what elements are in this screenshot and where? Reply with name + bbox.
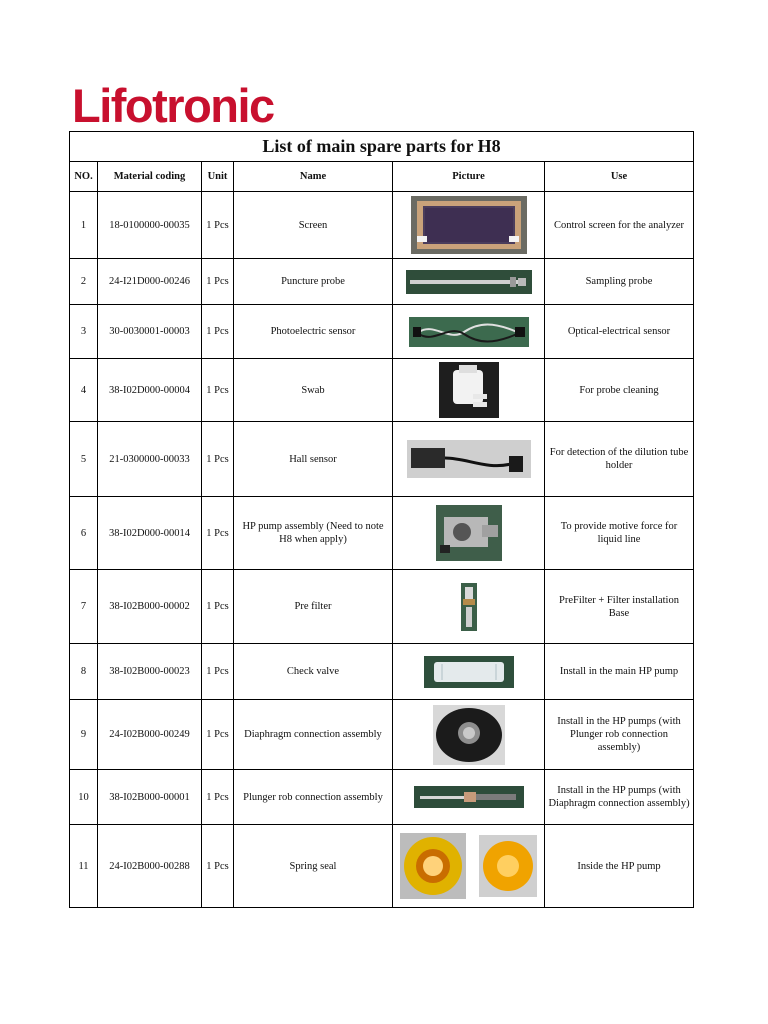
row-use: Control screen for the analyzer: [545, 192, 694, 259]
table-row: [70, 570, 694, 644]
row-material-code: 18-0100000-00035: [98, 192, 202, 259]
row-no: 6: [70, 497, 98, 570]
table-row: [70, 825, 694, 908]
table-title: List of main spare parts for H8: [70, 132, 694, 162]
row-unit: 1 Pcs: [202, 497, 234, 570]
company-logo: Lifotronic: [72, 79, 274, 132]
row-no: 8: [70, 644, 98, 700]
row-material-code: 38-I02D000-00014: [98, 497, 202, 570]
row-use: Sampling probe: [545, 259, 694, 305]
row-unit: 1 Pcs: [202, 700, 234, 770]
plunger-photo-icon: [414, 786, 524, 808]
sensor-cable-photo-icon: [409, 317, 529, 347]
row-picture: [393, 497, 545, 570]
row-material-code: 38-I02B000-00001: [98, 770, 202, 825]
row-use: Install in the HP pumps (with Plunger rob connection assembly): [545, 700, 694, 770]
row-material-code: 24-I02B000-00288: [98, 825, 202, 908]
row-use: Optical-electrical sensor: [545, 305, 694, 359]
row-name: HP pump assembly (Need to note H8 when apply): [234, 497, 393, 570]
row-material-code: 21-0300000-00033: [98, 422, 202, 497]
row-name: Check valve: [234, 644, 393, 700]
screen-photo-icon: [411, 196, 527, 254]
row-picture: [393, 644, 545, 700]
table-row: [70, 497, 694, 570]
row-no: 9: [70, 700, 98, 770]
row-unit: 1 Pcs: [202, 570, 234, 644]
row-no: 11: [70, 825, 98, 908]
row-no: 4: [70, 359, 98, 422]
row-picture: [393, 259, 545, 305]
table-row: [70, 305, 694, 359]
row-no: 1: [70, 192, 98, 259]
row-name: Plunger rob connection assembly: [234, 770, 393, 825]
row-unit: 1 Pcs: [202, 259, 234, 305]
row-unit: 1 Pcs: [202, 422, 234, 497]
prefilter-photo-icon: [461, 583, 477, 631]
row-use: PreFilter + Filter installation Base: [545, 570, 694, 644]
row-no: 7: [70, 570, 98, 644]
row-picture: [393, 359, 545, 422]
row-use: Install in the main HP pump: [545, 644, 694, 700]
row-material-code: 24-I02B000-00249: [98, 700, 202, 770]
row-unit: 1 Pcs: [202, 770, 234, 825]
header-use: Use: [545, 162, 694, 192]
row-use: For detection of the dilution tube holder: [545, 422, 694, 497]
row-unit: 1 Pcs: [202, 644, 234, 700]
row-name: Puncture probe: [234, 259, 393, 305]
header-picture: Picture: [393, 162, 545, 192]
row-material-code: 24-I21D000-00246: [98, 259, 202, 305]
row-use: To provide motive force for liquid line: [545, 497, 694, 570]
row-unit: 1 Pcs: [202, 825, 234, 908]
row-no: 10: [70, 770, 98, 825]
header-material-coding: Material coding: [98, 162, 202, 192]
row-name: Hall sensor: [234, 422, 393, 497]
spring-seal-photo-icon: [400, 833, 466, 899]
diaphragm-photo-icon: [433, 705, 505, 765]
spare-parts-table: [69, 131, 694, 908]
row-use: Inside the HP pump: [545, 825, 694, 908]
row-name: Photoelectric sensor: [234, 305, 393, 359]
probe-photo-icon: [406, 270, 532, 294]
table-row: [70, 259, 694, 305]
table-row: [70, 644, 694, 700]
row-material-code: 38-I02B000-00023: [98, 644, 202, 700]
table-row: [70, 700, 694, 770]
row-picture: [393, 770, 545, 825]
swab-photo-icon: [439, 362, 499, 418]
check-valve-photo-icon: [424, 656, 514, 688]
row-name: Screen: [234, 192, 393, 259]
row-picture: [393, 825, 545, 908]
row-picture: [393, 700, 545, 770]
header-unit: Unit: [202, 162, 234, 192]
row-picture: [393, 305, 545, 359]
table-row: [70, 422, 694, 497]
table-row: [70, 359, 694, 422]
spring-seal-photo-icon: [479, 835, 537, 897]
row-name: Spring seal: [234, 825, 393, 908]
pump-photo-icon: [436, 505, 502, 561]
row-name: Diaphragm connection assembly: [234, 700, 393, 770]
row-no: 2: [70, 259, 98, 305]
row-use: Install in the HP pumps (with Diaphragm connection assembly): [545, 770, 694, 825]
row-no: 3: [70, 305, 98, 359]
hall-sensor-photo-icon: [407, 440, 531, 478]
row-picture: [393, 422, 545, 497]
row-no: 5: [70, 422, 98, 497]
row-material-code: 30-0030001-00003: [98, 305, 202, 359]
row-picture: [393, 192, 545, 259]
row-unit: 1 Pcs: [202, 359, 234, 422]
row-name: Swab: [234, 359, 393, 422]
header-row: [70, 162, 694, 192]
table-row: [70, 192, 694, 259]
row-material-code: 38-I02D000-00004: [98, 359, 202, 422]
header-name: Name: [234, 162, 393, 192]
table-row: [70, 770, 694, 825]
row-unit: 1 Pcs: [202, 305, 234, 359]
row-picture: [393, 570, 545, 644]
row-unit: 1 Pcs: [202, 192, 234, 259]
row-name: Pre filter: [234, 570, 393, 644]
row-material-code: 38-I02B000-00002: [98, 570, 202, 644]
header-no: NO.: [70, 162, 98, 192]
row-use: For probe cleaning: [545, 359, 694, 422]
